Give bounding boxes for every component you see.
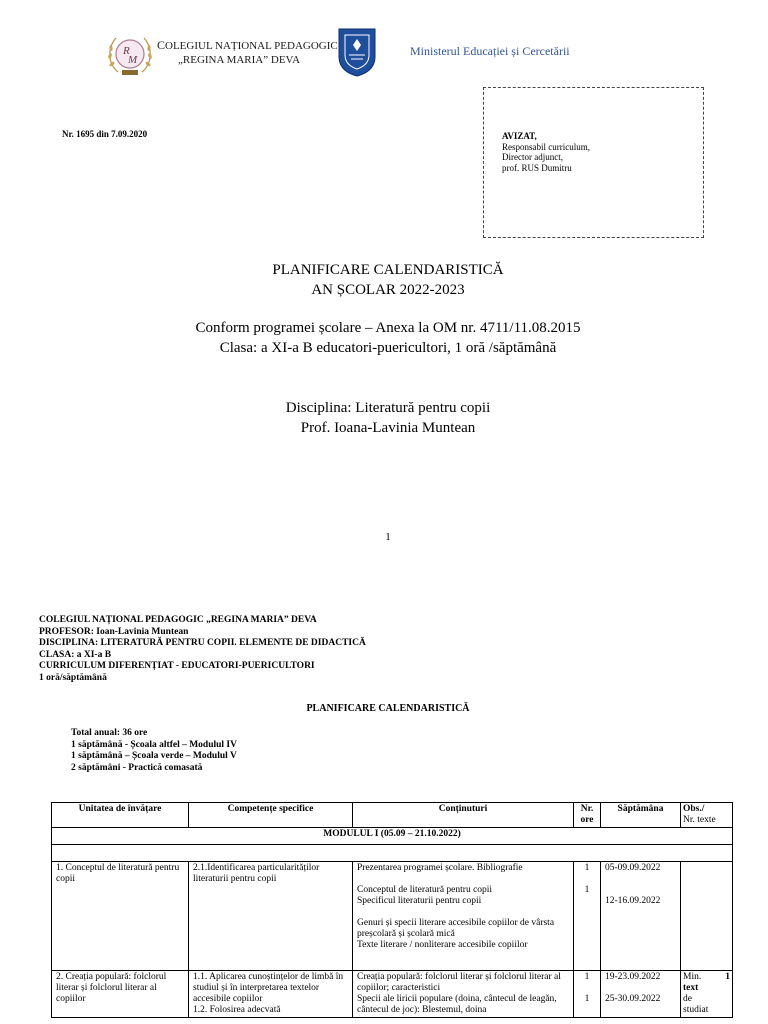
- cell-obs: [681, 862, 733, 971]
- approval-title: AVIZAT,: [502, 131, 537, 141]
- week-value: 19-23.09.2022: [605, 972, 661, 982]
- cell-unit: 2. Creația populară: folclorul literar și folclorul literar al copiilor: [52, 971, 189, 1018]
- ministry-name: Ministerul Educației și Cercetării: [410, 44, 570, 58]
- cell-competence: [189, 971, 353, 1018]
- totals-info: [71, 728, 237, 774]
- obs-text: Min.: [683, 972, 702, 982]
- week-value: 12-16.09.2022: [605, 896, 661, 906]
- cell-hours: [574, 971, 601, 1018]
- approval-line: Responsabil curriculum,: [502, 141, 590, 152]
- title-line: PLANIFICARE CALENDARISTICĂ: [272, 262, 504, 278]
- competence-line: 1.1. Aplicarea cunoștințelor de limbă în studiul și în interpretarea textelor accesibile copiilor: [193, 972, 344, 1004]
- obs-count: 1: [725, 972, 730, 982]
- content-line: Specii ale liricii populare (doina, cântecul de leagăn, cântecul de joc): Blestemul, doina: [357, 994, 557, 1015]
- college-name-line2: „REGINA MARIA” DEVA: [178, 54, 301, 66]
- module-row: [52, 828, 733, 845]
- program-reference: [0, 318, 768, 358]
- totals-line: 1 săptămână – Școala verde – Modulul V: [71, 751, 237, 761]
- title-line: Clasa: a XI-a B educatori-puericultori, 1 oră /săptămână: [219, 340, 557, 356]
- school-info: [39, 615, 366, 684]
- totals-line: 2 săptămâni - Practică comasată: [71, 762, 203, 773]
- info-line: PROFESOR: Ioan-Lavinia Muntean: [39, 626, 189, 637]
- cell-content: [353, 971, 574, 1018]
- college-name: [157, 38, 338, 67]
- planning-table: [51, 802, 733, 1018]
- college-name-line1: OLEGIUL NAȚIONAL PEDAGOGIC: [165, 40, 338, 52]
- table-header-row: [52, 803, 733, 828]
- header-obs: [681, 803, 733, 828]
- header-competences: Competențe specifice: [189, 803, 353, 828]
- hours-value: 1: [584, 863, 590, 873]
- college-logo: [104, 30, 156, 78]
- content-line: Conceptul de literatură pentru copii: [357, 885, 493, 895]
- header-obs-label: Obs./: [683, 804, 705, 814]
- info-line: 1 oră/săptămână: [39, 672, 107, 683]
- title-line: Disciplina: Literatură pentru copii: [285, 400, 491, 416]
- content-line: Texte literare / nonliterare accesibile copiilor: [357, 940, 528, 950]
- government-seal-icon: [335, 27, 379, 77]
- obs-text: studiat: [683, 1005, 709, 1015]
- info-line: COLEGIUL NAȚIONAL PEDAGOGIC „REGINA MARIA” DEVA: [39, 615, 317, 625]
- table-spacer: [52, 845, 733, 862]
- cell-content: [353, 862, 574, 971]
- document-number: Nr. 1695 din 7.09.2020: [62, 129, 148, 139]
- hours-value: 1: [584, 972, 590, 982]
- title-line: AN ȘCOLAR 2022-2023: [311, 282, 465, 298]
- header-week: Săptămâna: [601, 803, 681, 828]
- college-name-initial: C: [157, 38, 166, 52]
- week-value: 05-09.09.2022: [605, 863, 661, 873]
- cell-unit: 1. Conceptul de literatură pentru copii: [52, 862, 189, 971]
- week-value: 25-30.09.2022: [605, 994, 661, 1004]
- totals-line: Total anual: 36 ore: [71, 728, 148, 738]
- info-line: CURRICULUM DIFERENȚIAT - EDUCATORI-PUERICULTORI: [39, 661, 315, 671]
- header-content: Conținuturi: [353, 803, 574, 828]
- title-line: Prof. Ioana-Lavinia Muntean: [300, 420, 476, 436]
- logo-r-letter: R: [123, 45, 130, 57]
- title-line: Conform programei școlare – Anexa la OM nr. 4711/11.08.2015: [195, 320, 581, 336]
- obs-text: text: [683, 983, 699, 993]
- content-line: Specificul literaturii pentru copii: [357, 896, 482, 906]
- header-obs-sub: Nr. texte: [683, 815, 716, 825]
- logo-m-letter: M: [128, 54, 138, 66]
- header-hours: Nr. ore: [574, 803, 601, 828]
- discipline-block: [0, 398, 768, 438]
- info-line: CLASA: a XI-a B: [39, 649, 112, 660]
- approval-line: prof. RUS Dumitru: [502, 162, 572, 173]
- plan-heading: PLANIFICARE CALENDARISTICĂ: [306, 703, 470, 714]
- info-line: DISCIPLINA: LITERATURĂ PENTRU COPII. ELEMENTE DE DIDACTICĂ: [39, 638, 366, 648]
- cell-competence: 2.1.Identificarea particularităților literaturii pentru copii: [189, 862, 353, 971]
- page-number: 1: [385, 531, 391, 543]
- competence-line: 1.2. Folosirea adecvată: [193, 1005, 281, 1015]
- cell-week: [601, 862, 681, 971]
- header-unit: Unitatea de învățare: [52, 803, 189, 828]
- obs-text: de: [683, 994, 692, 1004]
- content-line: Creația populară: folclorul literar și folclorul literar al copiilor; caracteristici: [357, 972, 561, 993]
- table-row: [52, 862, 733, 971]
- approval-text: [502, 131, 590, 173]
- content-line: Genuri și specii literare accesibile copiilor de vârsta preșcolară și școlară mică: [357, 918, 555, 939]
- cell-obs: [681, 971, 733, 1018]
- cell-week: [601, 971, 681, 1018]
- cell-hours: [574, 862, 601, 971]
- document-title: [0, 260, 768, 300]
- approval-line: Director adjunct,: [502, 152, 563, 162]
- spacer-row: [52, 845, 733, 862]
- module-label: MODULUL I (05.09 – 21.10.2022): [52, 828, 733, 845]
- totals-line: 1 săptămână - Școala altfel – Modulul IV: [71, 739, 237, 750]
- content-line: Prezentarea programei școlare. Bibliografie: [357, 863, 523, 873]
- hours-value: 1: [584, 885, 590, 895]
- hours-value: 1: [584, 994, 590, 1004]
- table-row: [52, 971, 733, 1018]
